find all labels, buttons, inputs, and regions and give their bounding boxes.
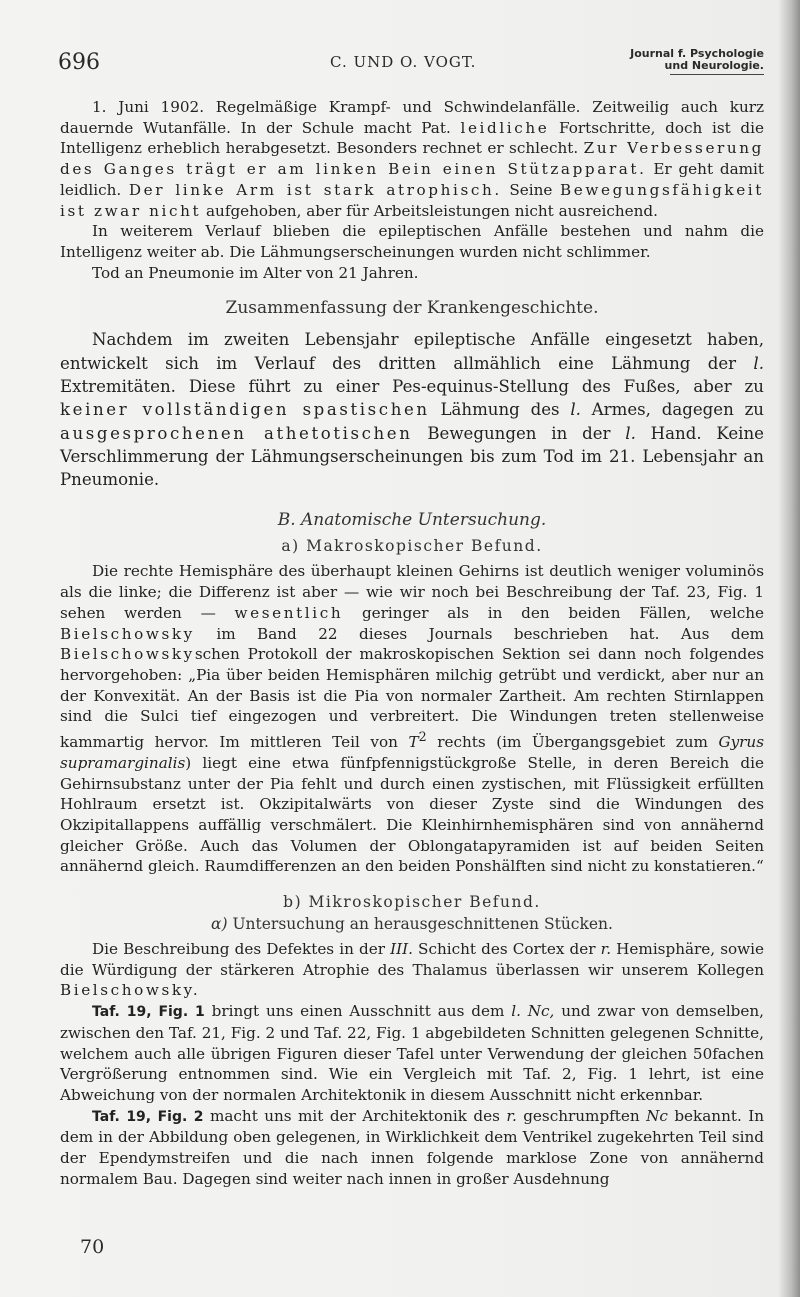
running-head: C. UND O. VOGT. xyxy=(330,53,477,71)
paragraph-death: Tod an Pneumonie im Alter von 21 Jahren. xyxy=(92,263,419,282)
signature-mark: 70 xyxy=(80,1236,105,1258)
journal-name xyxy=(630,48,764,75)
journal-name-line-2: und Neurologie. xyxy=(664,59,764,72)
section-title-summary: Zusammenfassung der Krankengeschichte. xyxy=(225,298,599,319)
paragraph-summary: Nachdem im zweiten Lebensjahr epileptische Anfälle eingesetzt haben, entwickelt sich im Verlauf des dritten allmählich eine Lähmung der l. Extremitäten. Diese führt zu einer Pes-equinus-Stellung des Fußes, aber zu keiner vollständigen spastischen Lähmung des l. Armes, dagegen zu ausgesprochenen athetotischen Bewegungen in der l. Hand. Keine Verschlimmerung der Lähmungserscheinungen bis zum Tod im 21. Lebensjahr an Pneumonie. xyxy=(60,330,764,490)
paragraph-defect-description: Die Beschreibung des Defektes in der III. Schicht des Cortex der r. Hemisphäre, sowie die Würdigung der stärkeren Atrophie des Thalamus überlassen wir unserem Kollegen Bielschowsky. xyxy=(60,940,765,1000)
subsection-title-microscopic: b) Mikroskopischer Befund. xyxy=(283,893,541,912)
body-text xyxy=(60,97,764,1189)
subsection-title-macroscopic: a) Makroskopischer Befund. xyxy=(281,537,543,556)
paragraph-plate-19-fig-2: Taf. 19, Fig. 2 macht uns mit der Architektonik des r. geschrumpften Nc bekannt. In dem in der Abbildung oben gelegenen, in Wirklichkeit dem Ventrikel zugekehrten Teil sind der Ependymstreifen und die nach innen folgende marklose Zone von annähernd normalem Bau. Dagegen sind weiter nach innen in großer Ausdehnung xyxy=(60,1106,765,1188)
paragraph-plate-19-fig-1: Taf. 19, Fig. 1 bringt uns einen Ausschnitt aus dem l. Nc, und zwar von demselben, zwischen den Taf. 21, Fig. 2 und Taf. 22, Fig. 1 abgebildeten Schnitten gelegenen Schnitte, welchem auch alle übrigen Figuren dieser Tafel unter Verwendung der gleichen 50fachen Vergrößerung entnommen sind. Wie ein Vergleich mit Taf. 2, Fig. 1 lehrt, ist eine Abweichung von der normalen Architektonik in diesem Ausschnitt nicht erkennbar. xyxy=(60,1002,764,1104)
page-header xyxy=(58,44,764,80)
paragraph-case-history: 1. Juni 1902. Regelmäßige Krampf- und Schwindelanfälle. Zeitweilig auch kurz dauernde Wutanfälle. In der Schule macht Pat. leidliche Fortschritte, doch ist die Intelligenz erheblich herabgesetzt. Besonders rechnet er schlecht. Zur Verbesserung des Ganges trägt er am linken Bein einen Stützapparat. Er geht damit leidlich. Der linke Arm ist stark atrophisch. Seine Bewegungsfähigkeit ist zwar nicht aufgehoben, aber für Arbeitsleistungen nicht ausreichend. xyxy=(60,98,764,220)
page-number: 696 xyxy=(58,50,100,75)
journal-name-line-1: Journal f. Psychologie xyxy=(630,47,764,60)
paragraph-macroscopic: Die rechte Hemisphäre des überhaupt kleinen Gehirns ist deutlich weniger voluminös als die linke; die Differenz ist aber — wie wir noch bei Beschreibung der Taf. 23, Fig. 1 sehen werden — wesentlich geringer als in den beiden Fällen, welche Bielschowsky im Band 22 dieses Journals beschrieben hat. Aus dem Bielschowskyschen Protokoll der makroskopischen Sektion sei dann noch folgendes hervorgehoben: „Pia über beiden Hemisphären milchig getrübt und verdickt, aber nur an der Konvexität. An der Basis ist die Pia von normaler Zartheit. Am rechten Stirnlappen sind die Sulci tief eingezogen und verbreitert. Die Windungen treten stellenweise kammartig hervor. Im mittleren Teil von $T^2$ rechts (im Übergangsgebiet zum Gyrus supramarginalis) liegt eine etwa fünfpfennigstückgroße Stelle, in deren Bereich die Gehirnsubstanz unter der Pia fehlt und durch einen zystischen, mit Flüssigkeit erfüllten Hohlraum ersetzt ist. Okzipitalwärts von dieser Zyste sind die Windungen des Okzipitallappens auffällig verschmälert. Die Kleinhirnhemisphären sind von annähernd gleicher Größe. Auch das Volumen der Oblongatapyramiden ist auf beiden Seiten annähernd gleich. Raumdifferenzen an den beiden Ponshälften sind nicht zu konstatieren.“ xyxy=(60,562,765,876)
journal-rule xyxy=(670,74,764,75)
paragraph-further-course: In weiterem Verlauf blieben die epileptischen Anfälle bestehen und nahm die Intelligenz weiter ab. Die Lähmungserscheinungen wurden nicht schlimmer. xyxy=(60,222,764,261)
section-title-anatomy: B. Anatomische Untersuchung. xyxy=(277,510,547,531)
page-edge-shadow xyxy=(778,0,800,1297)
subsection-title-excised-pieces: α) Untersuchung an herausgeschnittenen Stücken. xyxy=(211,915,613,934)
